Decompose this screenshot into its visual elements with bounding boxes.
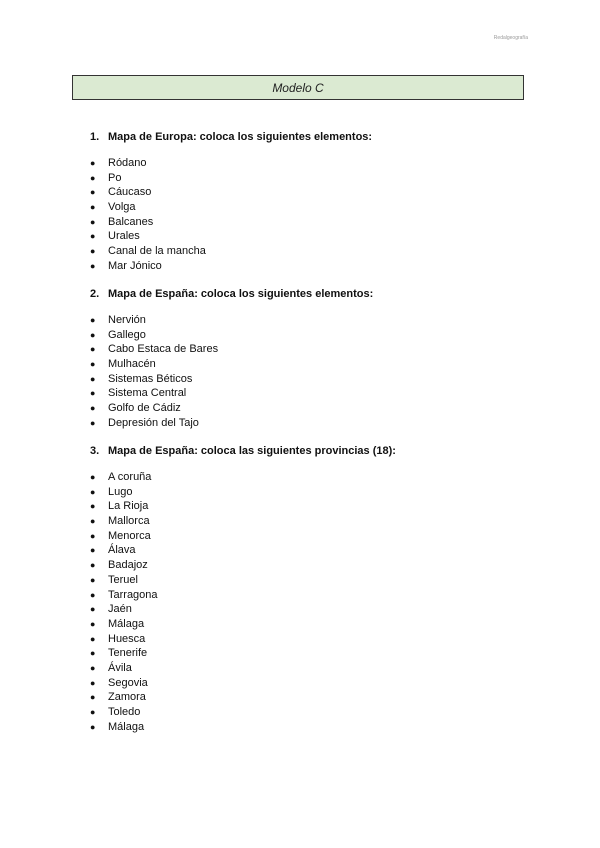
list-item-text: A coruña xyxy=(108,471,152,483)
list-item xyxy=(90,588,520,603)
section-heading xyxy=(90,130,520,144)
element-list xyxy=(90,313,520,431)
element-list xyxy=(90,156,520,274)
list-item-text: Volga xyxy=(108,201,136,214)
list-item-text: Gallego xyxy=(108,328,146,341)
bullet-icon: ● xyxy=(90,216,96,227)
list-item-text: Sistemas Béticos xyxy=(108,372,193,385)
list-item xyxy=(90,499,520,514)
bullet-icon: ● xyxy=(90,574,96,585)
list-item-text: Mallorca xyxy=(108,515,150,528)
bullet-icon: ● xyxy=(90,472,96,482)
list-item-text: Canal de la mancha xyxy=(108,245,206,258)
list-item xyxy=(90,229,520,244)
list-item-text: Golfo de Cádiz xyxy=(108,402,181,415)
list-item xyxy=(90,342,520,357)
bullet-icon: ● xyxy=(90,486,96,497)
list-item xyxy=(90,485,520,500)
list-item xyxy=(90,200,520,215)
bullet-icon: ● xyxy=(90,530,96,541)
bullet-icon: ● xyxy=(90,618,96,629)
bullet-icon: ● xyxy=(90,202,96,213)
list-item xyxy=(90,705,520,720)
list-item xyxy=(90,416,520,431)
list-item-text: La Rioja xyxy=(108,500,149,513)
bullet-icon: ● xyxy=(90,403,96,414)
bullet-icon: ● xyxy=(90,648,96,659)
list-item-text: Segovia xyxy=(108,676,148,689)
list-item xyxy=(90,386,520,401)
list-item-text: Tarragona xyxy=(108,588,158,601)
section-europe xyxy=(90,130,520,274)
list-item xyxy=(90,529,520,544)
list-item-text: Ródano xyxy=(108,157,147,169)
title-text: Modelo C xyxy=(272,80,324,95)
list-item xyxy=(90,372,520,387)
section-heading xyxy=(90,287,520,301)
list-item-text: Cabo Estaca de Bares xyxy=(108,343,219,356)
section-spain-provinces xyxy=(90,444,520,734)
list-item-text: Sistema Central xyxy=(108,387,187,400)
bullet-icon: ● xyxy=(90,692,96,703)
list-item-text: Depresión del Tajo xyxy=(108,416,199,429)
list-item xyxy=(90,720,520,735)
list-item xyxy=(90,690,520,705)
section-number: 3. xyxy=(90,445,100,457)
list-item xyxy=(90,259,520,274)
bullet-icon: ● xyxy=(90,604,96,615)
bullet-icon: ● xyxy=(90,545,96,556)
list-item-text: Badajoz xyxy=(108,559,148,572)
list-item xyxy=(90,661,520,676)
list-item-text: Po xyxy=(108,171,122,184)
section-number: 2. xyxy=(90,288,100,300)
list-item xyxy=(90,632,520,647)
list-item xyxy=(90,558,520,573)
bullet-icon: ● xyxy=(90,172,96,183)
header-watermark: Redalgeografía xyxy=(493,35,528,41)
list-item-text: Málaga xyxy=(108,617,145,630)
list-item-text: Huesca xyxy=(108,632,146,645)
list-item xyxy=(90,313,520,328)
list-item-text: Teruel xyxy=(108,573,138,586)
bullet-icon: ● xyxy=(90,516,96,527)
list-item xyxy=(90,185,520,200)
bullet-icon: ● xyxy=(90,560,96,571)
bullet-icon: ● xyxy=(90,260,96,271)
section-heading-text: Mapa de España: coloca los siguientes elementos: xyxy=(108,288,374,300)
bullet-icon: ● xyxy=(90,388,96,399)
list-item xyxy=(90,401,520,416)
list-item xyxy=(90,328,520,343)
list-item-text: Menorca xyxy=(108,529,151,542)
list-item-text: Cáucaso xyxy=(108,186,152,199)
section-spain-elements xyxy=(90,287,520,431)
list-item xyxy=(90,543,520,558)
bullet-icon: ● xyxy=(90,373,96,384)
bullet-icon: ● xyxy=(90,721,96,732)
list-item-text: Nervión xyxy=(108,314,146,326)
bullet-icon: ● xyxy=(90,589,96,600)
section-heading-text: Mapa de Europa: coloca los siguientes elementos: xyxy=(108,131,373,143)
bullet-icon: ● xyxy=(90,633,96,644)
bullet-icon: ● xyxy=(90,359,96,370)
document-title xyxy=(72,75,524,100)
list-item xyxy=(90,215,520,230)
list-item xyxy=(90,156,520,171)
bullet-icon: ● xyxy=(90,187,96,198)
list-item-text: Tenerife xyxy=(108,647,148,660)
list-item-text: Zamora xyxy=(108,691,146,704)
list-item-text: Toledo xyxy=(108,706,141,718)
list-item xyxy=(90,514,520,529)
bullet-icon: ● xyxy=(90,344,96,355)
list-item xyxy=(90,617,520,632)
list-item-text: Álava xyxy=(108,544,136,557)
bullet-icon: ● xyxy=(90,707,96,717)
list-item xyxy=(90,470,520,485)
list-item-text: Mar Jónico xyxy=(108,259,162,272)
section-number: 1. xyxy=(90,131,100,143)
list-item xyxy=(90,676,520,691)
bullet-icon: ● xyxy=(90,231,96,242)
list-item xyxy=(90,357,520,372)
bullet-icon: ● xyxy=(90,158,96,168)
list-item-text: Lugo xyxy=(108,485,133,498)
list-item-text: Málaga xyxy=(108,720,145,733)
section-heading-text: Mapa de España: coloca las siguientes provincias (18): xyxy=(108,445,396,457)
section-heading xyxy=(90,444,520,458)
list-item-text: Urales xyxy=(108,230,140,243)
list-item xyxy=(90,602,520,617)
bullet-icon: ● xyxy=(90,677,96,688)
bullet-icon: ● xyxy=(90,417,96,428)
list-item-text: Jaén xyxy=(108,603,132,616)
list-item xyxy=(90,646,520,661)
list-item-text: Ávila xyxy=(108,661,132,674)
list-item-text: Mulhacén xyxy=(108,358,156,371)
province-list xyxy=(90,470,520,734)
bullet-icon: ● xyxy=(90,315,96,325)
bullet-icon: ● xyxy=(90,246,96,257)
list-item xyxy=(90,244,520,259)
bullet-icon: ● xyxy=(90,329,96,340)
list-item xyxy=(90,171,520,186)
bullet-icon: ● xyxy=(90,501,96,512)
list-item-text: Balcanes xyxy=(108,215,154,228)
list-item xyxy=(90,573,520,588)
bullet-icon: ● xyxy=(90,662,96,673)
